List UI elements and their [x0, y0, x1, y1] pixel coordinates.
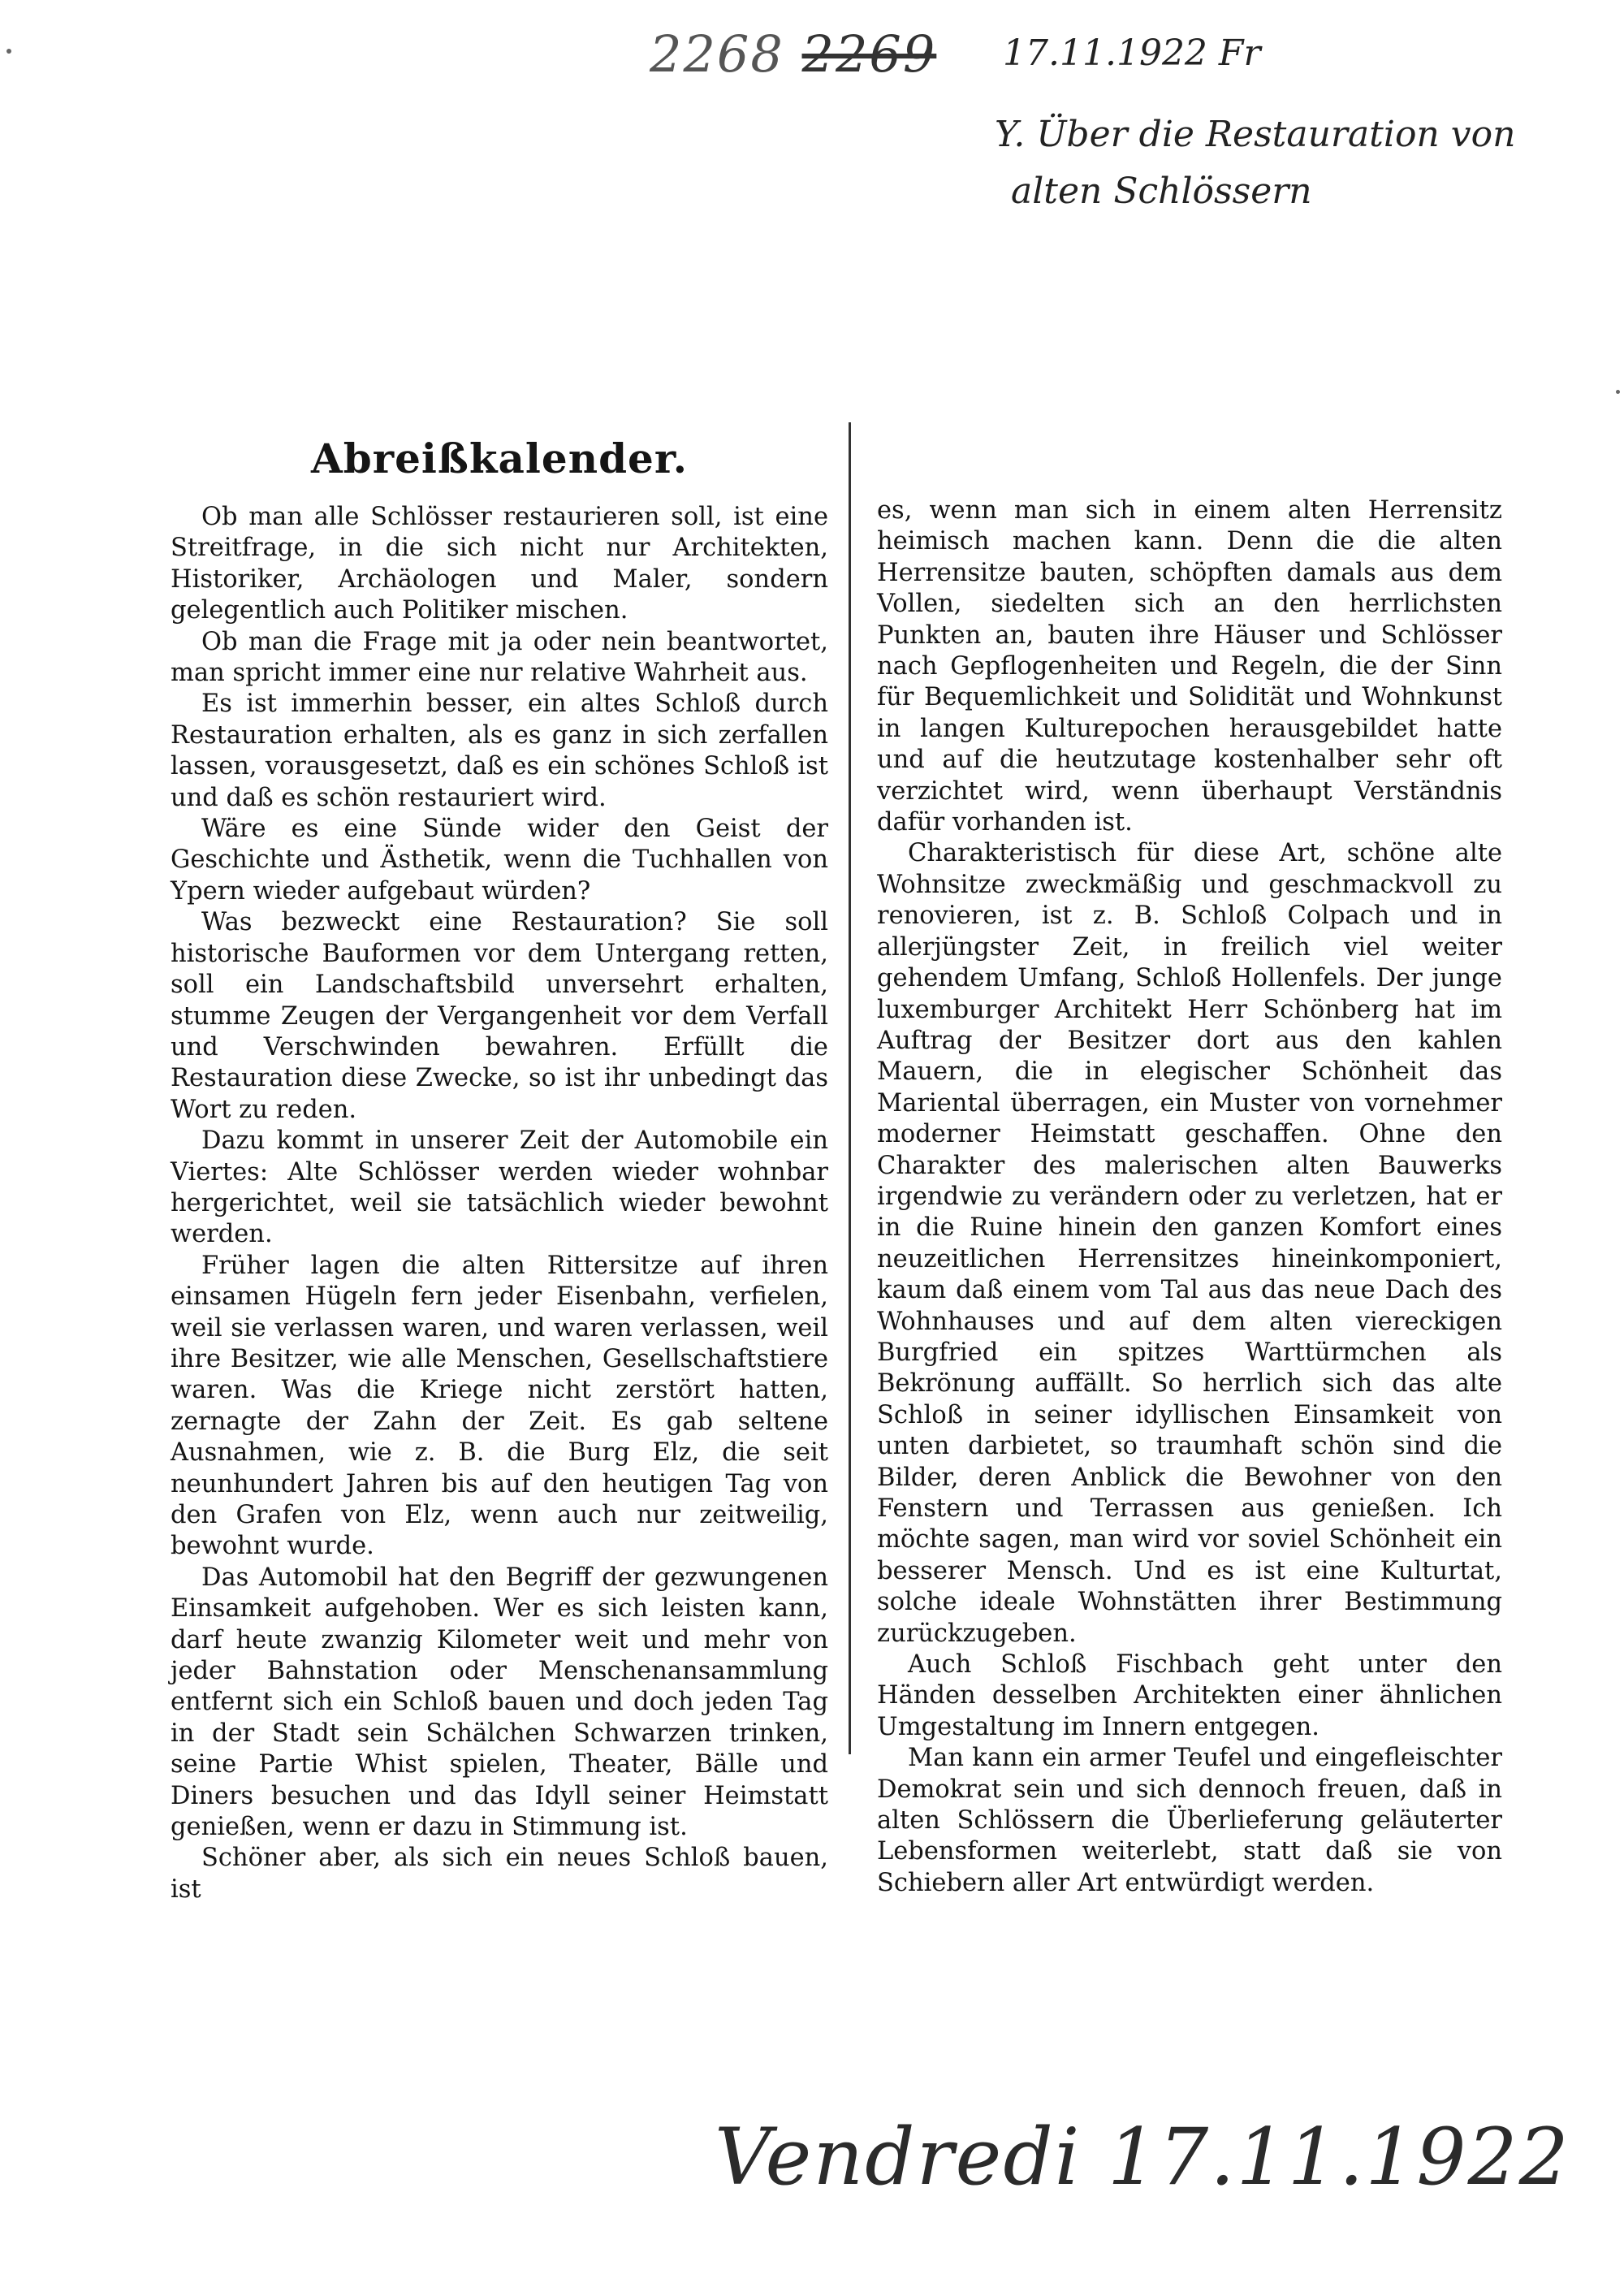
archive-numbers [650, 24, 936, 84]
paragraph: Wäre es eine Sünde wider den Geist der Geschichte und Ästhetik, wenn die Tuchhallen von Ypern wieder aufgebaut würden? [171, 815, 828, 906]
scan-speck [1616, 390, 1620, 394]
handwritten-subject-line-1: Y. Über die Restauration von [995, 114, 1516, 155]
paragraph: Auch Schloß Fischbach geht unter den Händen desselben Architekten einer ähnlichen Umgestaltung im Innern entgegen. [877, 1650, 1502, 1741]
paragraph: Es ist immerhin besser, ein altes Schloß durch Restauration erhalten, als es ganz in sich zerfallen lassen, vorausgesetzt, daß es ein schönes Schloß ist und daß es schön restauriert wird. [171, 690, 828, 812]
archive-number-1: 2268 [650, 24, 784, 84]
article-column-left [171, 422, 828, 1905]
paragraph: Ob man die Frage mit ja oder nein beantwortet, man spricht immer eine nur relative Wahrheit aus. [171, 627, 828, 688]
paragraph: Was bezweckt eine Restauration? Sie soll historische Bauformen vor dem Untergang retten, soll ein Landschaftsbild unversehrt erhalten, stumme Zeugen der Vergangenheit vor dem Verfall und Verschwinden bewahren. Erfüllt die Restauration diese Zwecke, so ist ihr unbedingt das Wort zu reden. [171, 908, 828, 1124]
newspaper-clipping [154, 422, 1502, 1904]
paragraph: Dazu kommt in unserer Zeit der Automobile ein Viertes: Alte Schlösser werden wieder wohnbar hergerichtet, weil sie tatsächlich wieder bewohnt werden. [171, 1126, 828, 1249]
paragraph: Schöner aber, als sich ein neues Schloß bauen, ist [171, 1844, 828, 1904]
scan-speck [6, 49, 11, 54]
archive-number-2: 2269 [801, 24, 937, 84]
handwritten-bottom-date: Vendredi 17.11.1922 [715, 2112, 1570, 2203]
paragraph: Das Automobil hat den Begriff der gezwungenen Einsamkeit aufgehoben. Wer es sich leisten kann, darf heute zwanzig Kilometer weit und mehr von jeder Bahnstation oder Menschenansammlung entfernt sich ein Schloß bauen und doch jeden Tag in der Stadt sein Schälchen Schwarzen trinken, seine Partie Whist spielen, Theater, Bälle und Diners besuchen und das Idyll seiner Heimstatt genießen, wenn er dazu in Stimmung ist. [171, 1563, 828, 1842]
article-column-right [877, 495, 1502, 1899]
paragraph: es, wenn man sich in einem alten Herrensitz heimisch machen kann. Denn die die alten Herrensitze bauten, schöpften damals aus dem Vollen, siedelten sich an den herrlichsten Punkten an, bauten ihre Häuser und Schlösser nach Gepflogenheiten und Regeln, die der Sinn für Bequemlichkeit und Solidität und Wohnkunst in langen Kulturepochen herausgebildet hatte und auf die heutzutage kostenhalber sehr oft verzichtet wird, wenn überhaupt Verständnis dafür vorhanden ist. [877, 496, 1502, 837]
column-divider [849, 422, 851, 1754]
article-headline: Abreißkalender. [310, 435, 689, 482]
handwritten-date-note: 17.11.1922 Fr [1003, 32, 1261, 74]
paragraph: Ob man alle Schlösser restaurieren soll, ist eine Streitfrage, in die sich nicht nur Architekten, Historiker, Archäologen und Maler, sondern gelegentlich auch Politiker mischen. [171, 503, 828, 625]
paragraph: Charakteristisch für diese Art, schöne alte Wohnsitze zweckmäßig und geschmackvoll zu renovieren, ist z. B. Schloß Colpach und in allerjüngster Zeit, in freilich viel weiter gehendem Umfang, Schloß Hollenfels. Der junge luxemburger Architekt Herr Schönberg hat im Auftrag der Besitzer dort aus den kahlen Mauern, die in elegischer Schönheit das Mariental überragen, ein Muster von vornehmer moderner Heimstatt geschaffen. Ohne den Charakter des malerischen alten Bauwerks irgendwie zu verändern oder zu verletzen, hat er in die Ruine hinein den ganzen Komfort eines neuzeitlichen Herrensitzes hineinkomponiert, kaum daß einem vom Tal aus das neue Dach des Wohnhauses und auf dem alten viereckigen Burgfried ein spitzes Warttürmchen als Bekrönung auffällt. So herrlich sich das alte Schloß in seiner idyllischen Einsamkeit von unten darbietet, so traumhaft schön sind die Bilder, deren Anblick die Bewohner von den Fenstern und Terrassen aus genießen. Ich möchte sagen, man wird vor soviel Schönheit ein besserer Mensch. Und es ist eine Kulturtat, solche ideale Wohnstätten ihrer Bestimmung zurückzugeben. [877, 839, 1502, 1648]
handwritten-subject-line-2: alten Schlössern [1011, 171, 1312, 212]
paragraph: Früher lagen die alten Rittersitze auf ihren einsamen Hügeln fern jeder Eisenbahn, verfielen, weil sie verlassen waren, und waren verlassen, weil ihre Besitzer, wie alle Menschen, Gesellschaftstiere waren. Was die Kriege nicht zerstört hatten, zernagte der Zahn der Zeit. Es gab seltene Ausnahmen, wie z. B. die Burg Elz, die seit neunhundert Jahren bis auf den heutigen Tag von den Grafen von Elz, wenn auch nur zeitweilig, bewohnt wurde. [171, 1251, 828, 1561]
paragraph: Man kann ein armer Teufel und eingefleischter Demokrat sein und sich dennoch freuen, daß in alten Schlössern die Überlieferung geläuterter Lebensformen weiterlebt, statt daß sie von Schiebern aller Art entwürdigt werden. [877, 1744, 1502, 1897]
